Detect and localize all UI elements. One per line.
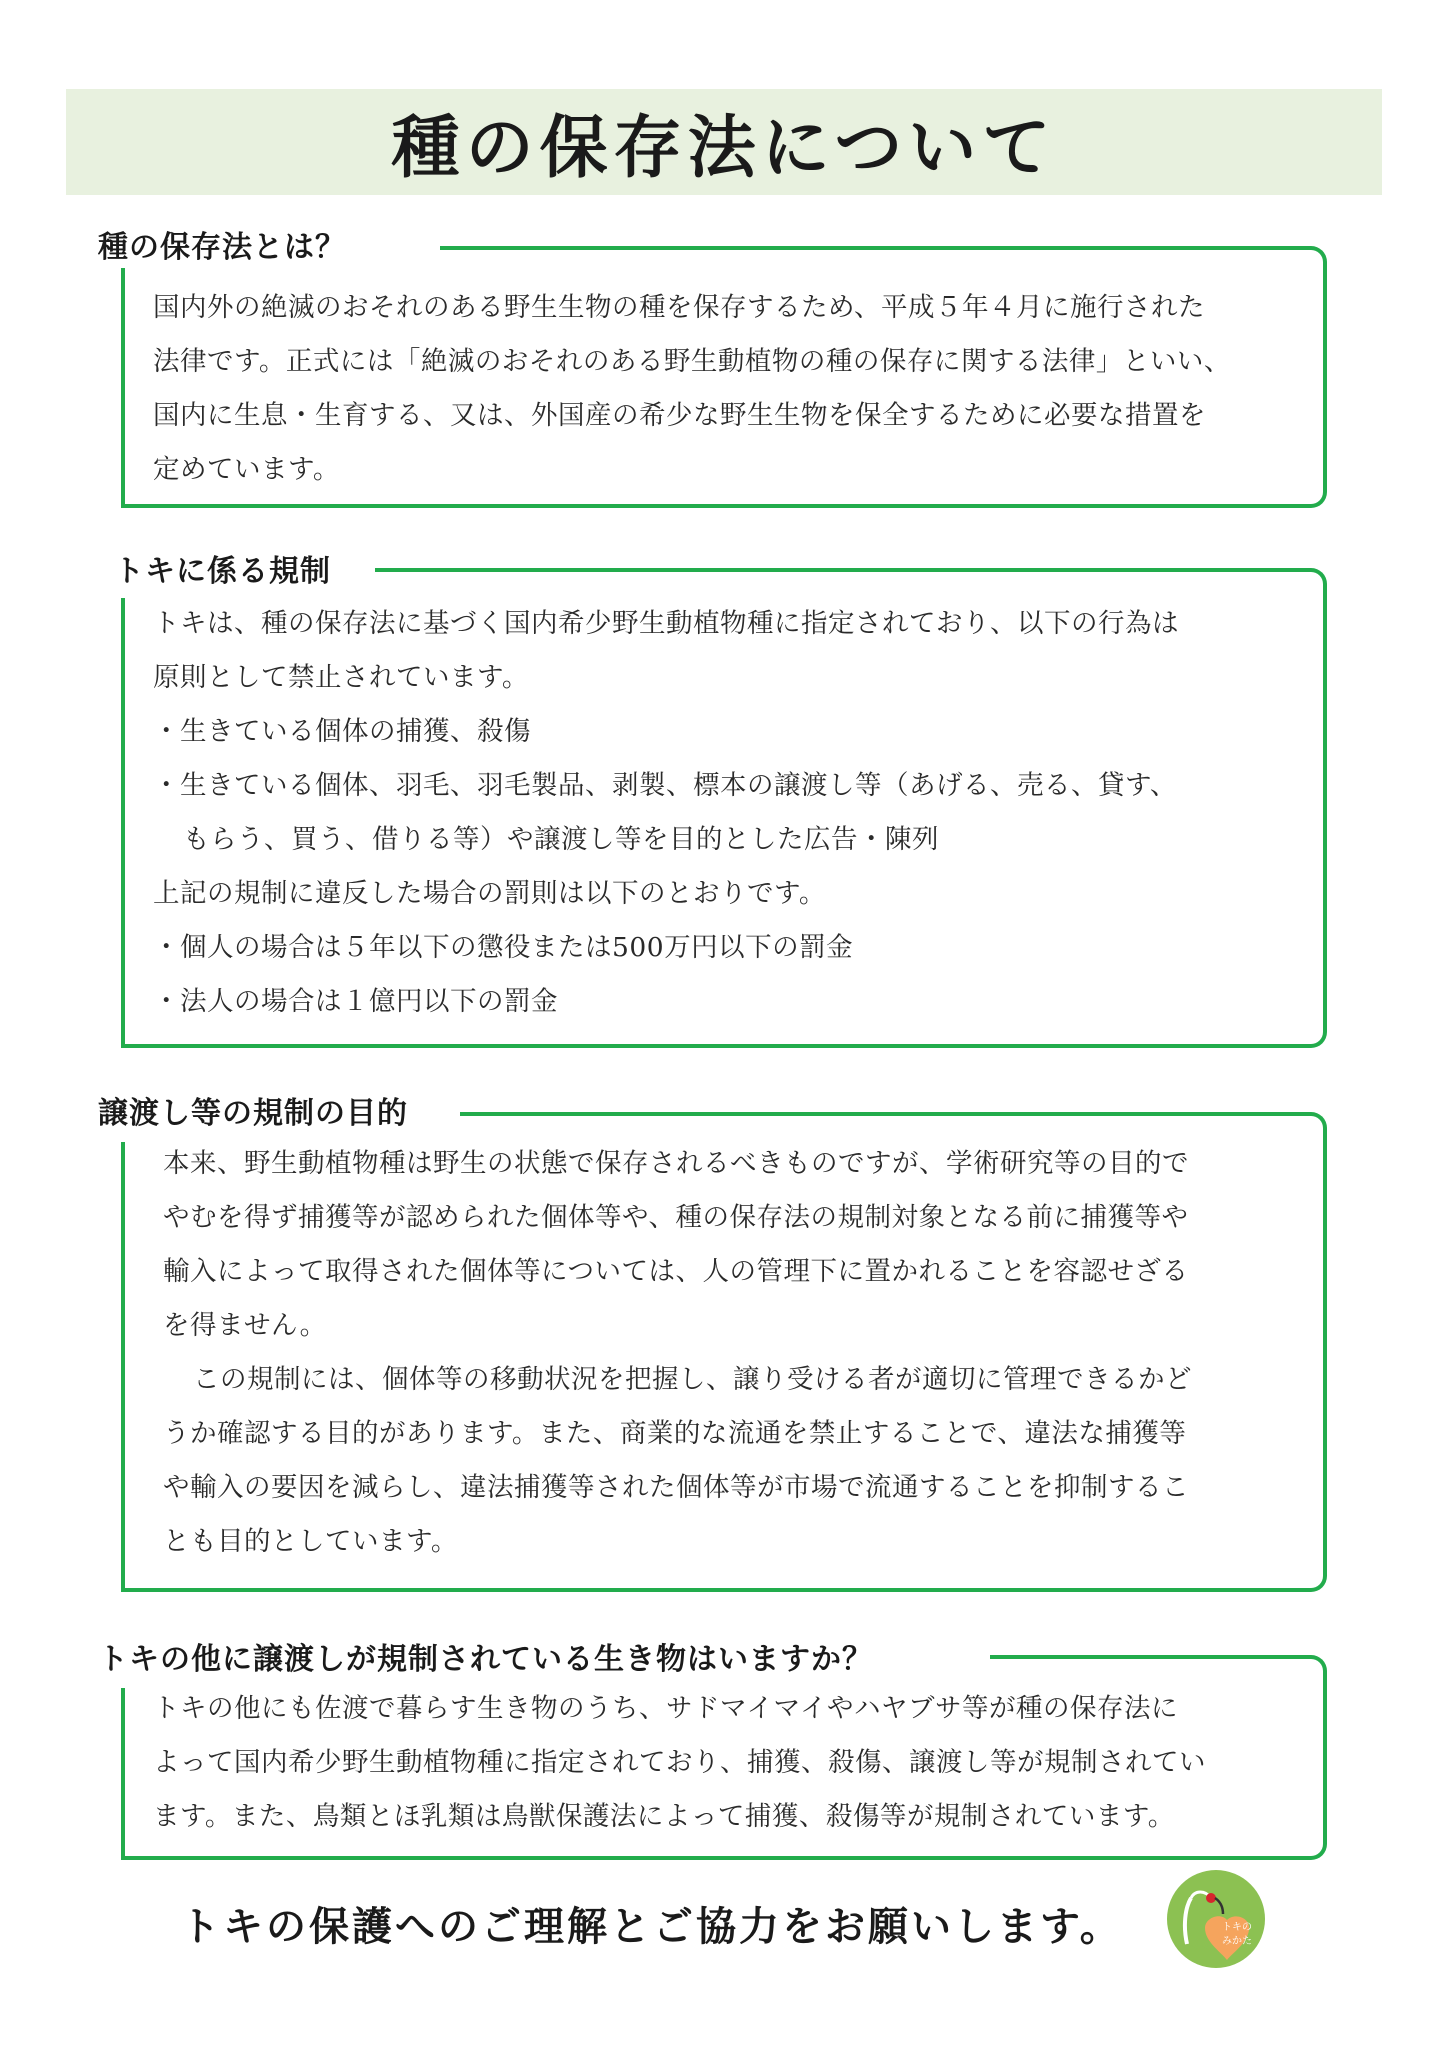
body-line: 法律です。正式には「絶滅のおそれのある野生動植物の種の保存に関する法律」といい、 [153,346,1231,377]
bullet-item: ・生きている個体の捕獲、殺傷 [153,716,531,747]
section-body [153,597,1303,1029]
body-line: トキの他にも佐渡で暮らす生き物のうち、サドマイマイやハヤブサ等が種の保存法に [153,1693,1178,1724]
body-line: や輸入の要因を減らし、違法捕獲等された個体等が市場で流通することを抑制するこ [163,1472,1189,1503]
body-line: よって国内希少野生動植物種に指定されており、捕獲、殺傷、譲渡し等が規制されてい [153,1747,1206,1778]
toki-logo [1165,1868,1267,1970]
bullet-item: ・生きている個体、羽毛、羽毛製品、剥製、標本の譲渡し等（あげる、売る、貸す、 [153,770,1177,801]
logo-text-2: みかた [1222,1936,1252,1947]
body-line: 原則として禁止されています。 [153,662,529,693]
body-line: 上記の規制に違反した場合の罰則は以下のとおりです。 [153,878,826,909]
section-frame-left [121,598,125,1048]
section-frame-left [121,1142,125,1592]
body-line: 国内に生息・生育する、又は、外国産の希少な野生生物を保全するために必要な措置を [153,400,1206,431]
body-line: うか確認する目的があります。また、商業的な流通を禁止することで、違法な捕獲等 [163,1418,1187,1449]
body-line: 輸入によって取得された個体等については、人の管理下に置かれることを容認せざる [163,1256,1189,1287]
section-frame-left [121,1688,125,1860]
body-line: ます。また、鳥類とほ乳類は鳥獣保護法によって捕獲、殺傷等が規制されています。 [153,1801,1175,1832]
body-line: 本来、野生動植物種は野生の状態で保存されるべきものですが、学術研究等の目的で [163,1148,1189,1179]
section-heading: 譲渡し等の規制の目的 [98,1096,408,1131]
section-body [153,1682,1303,1844]
body-line: 国内外の絶滅のおそれのある野生生物の種を保存するため、平成５年４月に施行された [153,292,1205,323]
body-line: やむを得ず捕獲等が認められた個体等や、種の保存法の規制対象となる前に捕獲等や [163,1202,1189,1233]
title-band [66,89,1382,195]
section-body [163,1137,1313,1569]
body-line: 定めています。 [153,454,340,485]
page-title: 種の保存法について [391,108,1057,188]
section-heading: トキに係る規制 [114,554,331,589]
body-line: この規制には、個体等の移動状況を把握し、譲り受ける者が適切に管理できるかど [193,1364,1192,1395]
bullet-continuation: もらう、買う、借りる等）や譲渡し等を目的とした広告・陳列 [183,824,939,855]
section-frame-left [121,268,125,508]
toki-logo-graphic [1165,1868,1267,1970]
logo-bird-head [1206,1893,1216,1903]
section-body [153,281,1303,497]
bullet-item: ・個人の場合は５年以下の懲役または500万円以下の罰金 [153,932,854,963]
bullet-item: ・法人の場合は１億円以下の罰金 [153,986,558,1017]
body-line: とも目的としています。 [163,1526,458,1557]
section-heading: 種の保存法とは？ [98,230,346,265]
section-heading: トキの他に譲渡しが規制されている生き物はいますか？ [98,1642,873,1677]
body-line: トキは、種の保存法に基づく国内希少野生動植物種に指定されており、以下の行為は [153,608,1179,639]
logo-text-1: トキの [1222,1922,1252,1933]
closing-message: トキの保護へのご理解とご協力をお願いします。 [180,1904,1123,1950]
body-line: を得ません。 [163,1310,327,1341]
